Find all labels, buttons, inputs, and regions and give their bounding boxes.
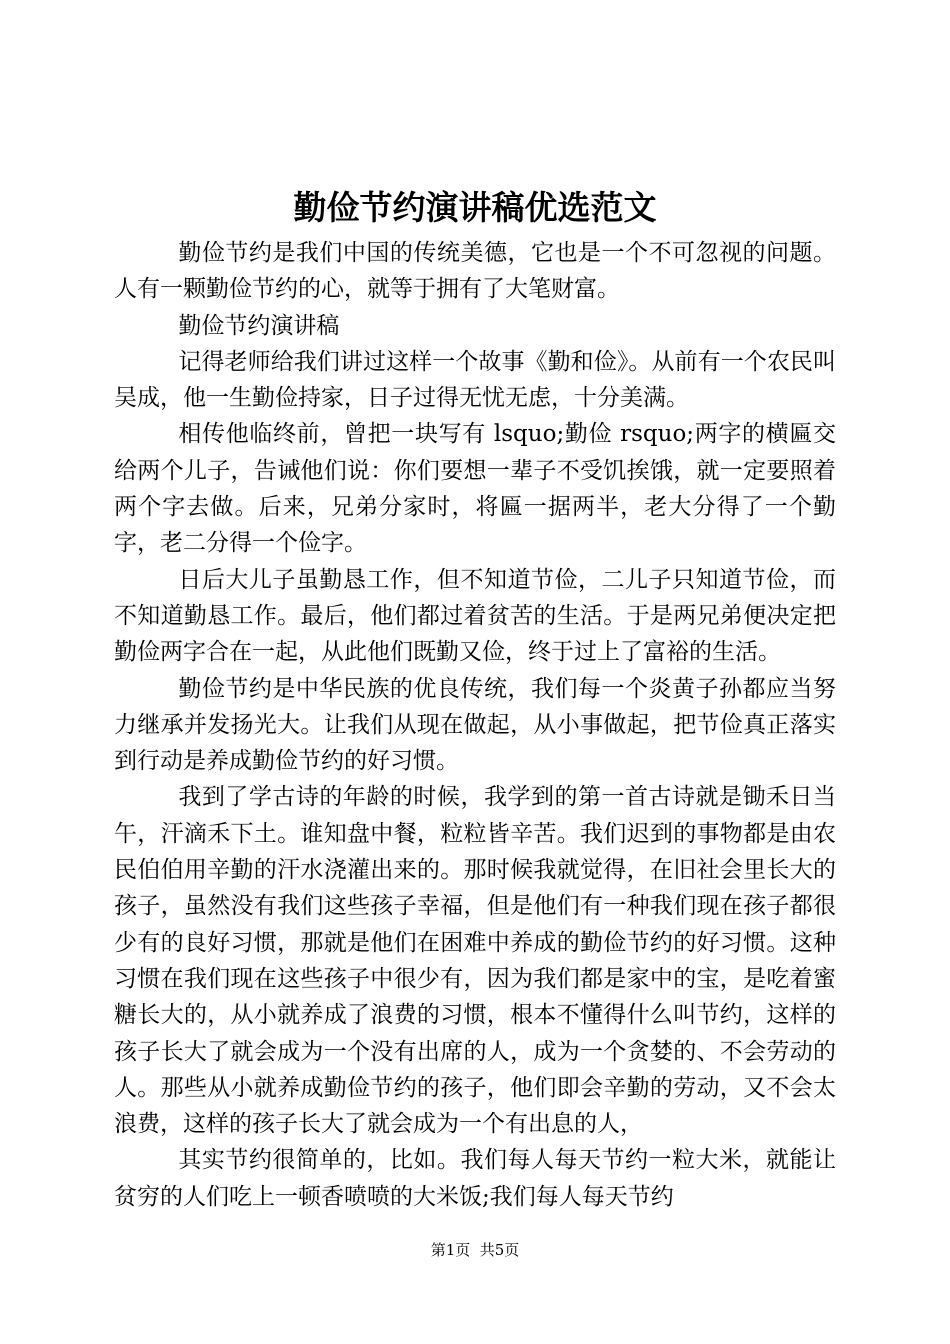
paragraph: 我到了学古诗的年龄的时候，我学到的第一首古诗就是锄禾日当午，汗滴禾下土。谁知盘中餐，粒粒皆辛苦。我们迟到的事物都是由农民伯伯用辛勤的汗水浇灌出来的。那时候我就觉得，在旧社会里长大的孩子，虽然没有我们这些孩子幸福，但是他们有一种我们现在孩子都很少有的良好习惯，那就是他们在困难中养成的勤俭节约的好习惯。这种习惯在我们现在这些孩子中很少有，因为我们都是家中的宝，是吃着蜜糖长大的，从小就养成了浪费的习惯，根本不懂得什么叫节约，这样的孩子长大了就会成为一个没有出席的人，成为一个贪婪的、不会劳动的人。那些从小就养成勤俭节约的孩子，他们即会辛勤的劳动，又不会太浪费，这样的孩子长大了就会成为一个有出息的人， xyxy=(114,784,836,1138)
paragraph: 其实节约很简单的，比如。我们每人每天节约一粒大米，就能让贫穷的人们吃上一顿香喷喷的大米饭;我们每人每天节约 xyxy=(114,1147,836,1210)
paragraph: 勤俭节约是我们中国的传统美德，它也是一个不可忽视的问题。人有一颗勤俭节约的心，就等于拥有了大笔财富。 xyxy=(114,240,836,303)
paragraph: 记得老师给我们讲过这样一个故事《勤和俭》。从前有一个农民叫吴成，他一生勤俭持家，日子过得无忧无虑，十分美满。 xyxy=(114,348,836,412)
paragraph: 勤俭节约是中华民族的优良传统，我们每一个炎黄子孙都应当努力继承并发扬光大。让我们从现在做起，从小事做起，把节俭真正落实到行动是养成勤俭节约的好习惯。 xyxy=(114,675,836,775)
document-body xyxy=(114,235,836,1215)
paragraph: 相传他临终前，曾把一块写有 lsquo;勤俭 rsquo;两字的横匾交给两个儿子，告诫他们说：你们要想一辈子不受饥挨饿，就一定要照着两个字去做。后来，兄弟分家时，将匾一据两半，老大分得了一个勤字，老二分得一个俭字。 xyxy=(114,421,836,557)
page-number-footer: 第1页 共5页 xyxy=(430,1241,520,1259)
document-title: 勤俭节约演讲稿优选范文 xyxy=(293,188,657,227)
paragraph: 日后大儿子虽勤恳工作，但不知道节俭，二儿子只知道节俭，而不知道勤恳工作。最后，他们都过着贫苦的生活。于是两兄弟便决定把勤俭两字合在一起，从此他们既勤又俭，终于过上了富裕的生活。 xyxy=(114,566,836,666)
paragraph: 勤俭节约演讲稿 xyxy=(178,312,340,339)
